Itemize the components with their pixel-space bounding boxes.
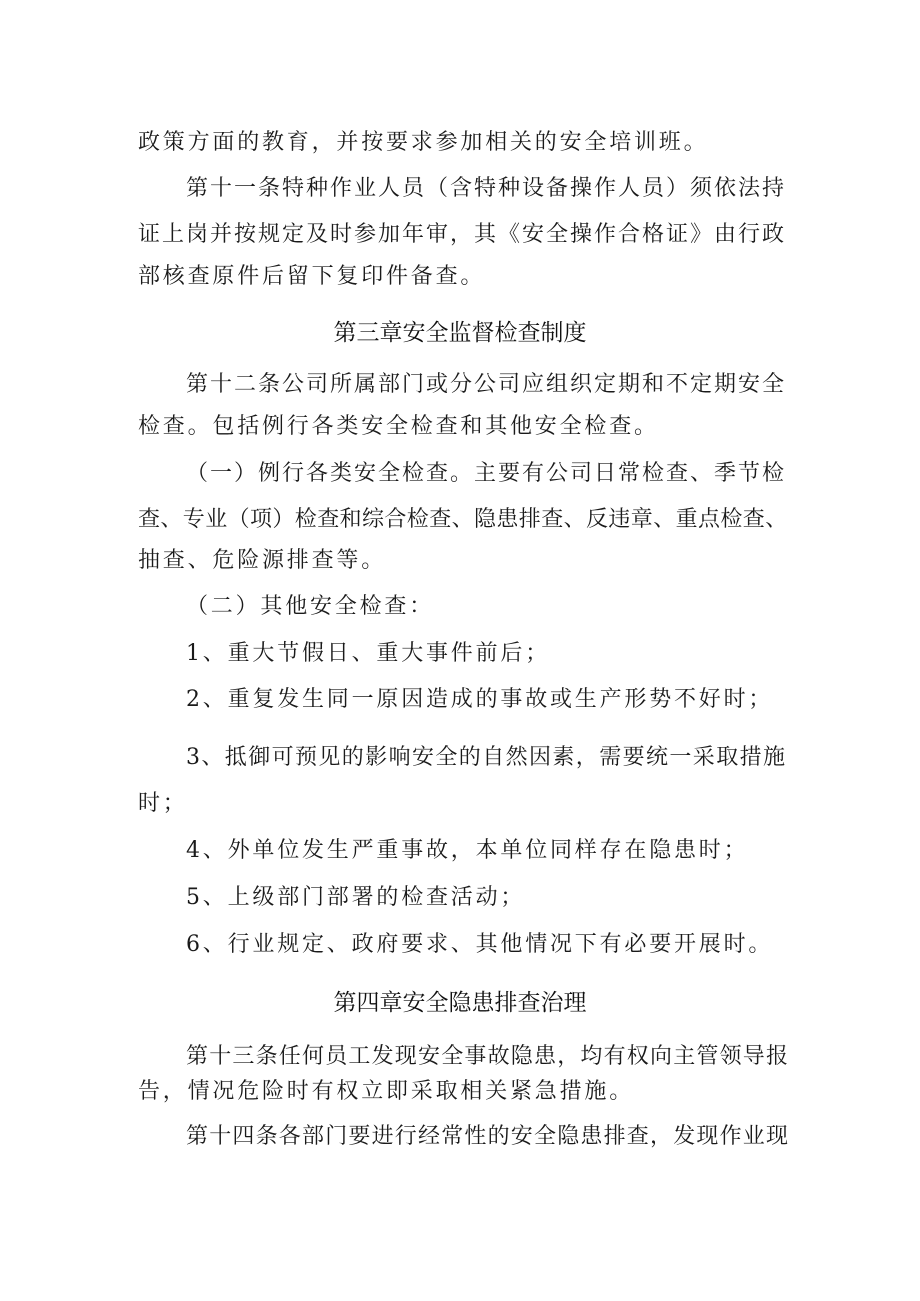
chapter-4-heading: 第四章安全隐患排查治理 [333,990,587,1016]
chapter-3-heading: 第三章安全监督检查制度 [333,320,587,346]
list-item-3: 3、抵御可预见的影响安全的自然因素，需要统一采取措施 [186,745,787,770]
list-item-6: 6、行业规定、政府要求、其他情况下有必要开展时。 [186,932,774,957]
paragraph-line: 证上岗并按规定及时参加年审，其《安全操作合格证》由行政 [138,222,787,247]
list-item-5: 5、上级部门部署的检查活动； [186,885,526,910]
list-item-1: 1、重大节假日、重大事件前后； [186,641,550,666]
article-13-line: 第十三条任何员工发现安全事故隐患，均有权向主管领导报 [186,1044,790,1069]
article-11-line: 第十一条特种作业人员（含特种设备操作人员）须依法持 [186,176,787,201]
subsection-1-line: （一）例行各类安全检查。主要有公司日常检查、季节检 [186,461,787,486]
paragraph-line: 时； [138,791,188,816]
list-item-2: 2、重复发生同一原因造成的事故或生产形势不好时； [186,687,774,712]
subsection-2-line: （二）其他安全检查： [186,594,435,619]
article-14-line: 第十四条各部门要进行经常性的安全隐患排查，发现作业现 [186,1124,790,1149]
article-12-line: 第十二条公司所属部门或分公司应组织定期和不定期安全 [186,372,787,397]
paragraph-line: 抽查、危险源排查等。 [138,548,387,573]
paragraph-line: 政策方面的教育，并按要求参加相关的安全培训班。 [138,130,709,155]
paragraph-line: 告，情况危险时有权立即采取相关紧急措施。 [138,1079,635,1104]
paragraph-line: 查、专业（项）检查和综合检查、隐患排查、反违章、重点检查、 [138,507,788,532]
paragraph-line: 部核查原件后留下复印件备查。 [138,264,486,289]
paragraph-line: 检查。包括例行各类安全检查和其他安全检查。 [138,414,659,439]
list-item-4: 4、外单位发生严重事故，本单位同样存在隐患时； [186,838,749,863]
